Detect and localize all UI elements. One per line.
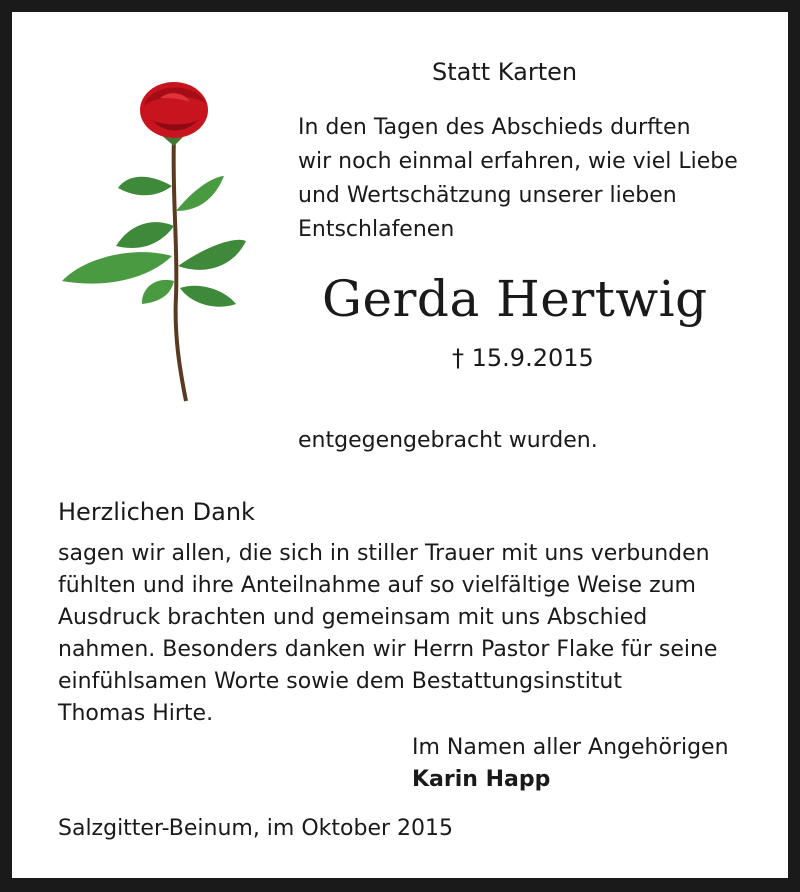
intro-line: In den Tagen des Abschieds durften — [298, 115, 691, 140]
death-date: † 15.9.2015 — [452, 344, 594, 372]
body-line: sagen wir allen, die sich in stiller Trauer mit uns verbunden — [58, 541, 710, 566]
thanks-body — [58, 538, 717, 730]
closing-line: Im Namen aller Angehörigen — [412, 735, 729, 760]
closing-block — [412, 732, 729, 796]
obituary-card — [12, 12, 788, 878]
intro-text — [298, 111, 738, 247]
body-line: Thomas Hirte. — [58, 701, 214, 726]
body-line: fühlten und ihre Anteilnahme auf so vielfältige Weise zum — [58, 573, 696, 598]
intro-line: wir noch einmal erfahren, wie viel Liebe — [298, 149, 738, 174]
place-date: Salzgitter-Beinum, im Oktober 2015 — [58, 816, 454, 841]
body-line: einfühlsamen Worte sowie dem Bestattungsinstitut — [58, 669, 622, 694]
red-rose-icon — [56, 76, 252, 406]
intro-line: und Wertschätzung unserer lieben — [298, 183, 677, 208]
signer-name: Karin Happ — [412, 767, 551, 792]
intro-end: entgegengebracht wurden. — [298, 428, 598, 453]
thanks-heading: Herzlichen Dank — [58, 498, 255, 526]
body-line: Ausdruck brachten und gemeinsam mit uns Abschied — [58, 605, 648, 630]
intro-line: Entschlafenen — [298, 217, 455, 242]
body-line: nahmen. Besonders danken wir Herrn Pastor Flake für seine — [58, 637, 718, 662]
heading-statt-karten: Statt Karten — [432, 58, 578, 86]
deceased-name: Gerda Hertwig — [322, 270, 708, 328]
